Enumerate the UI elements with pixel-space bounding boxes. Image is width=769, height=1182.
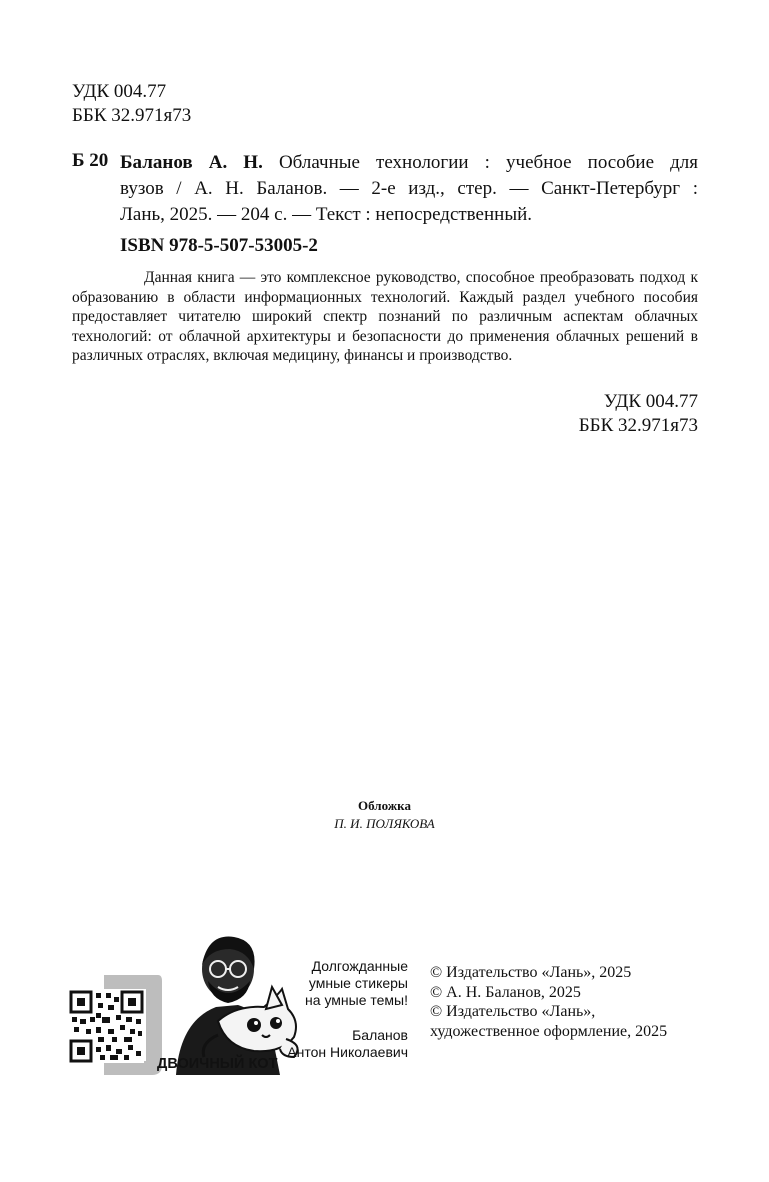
author-sign: Б 20 — [72, 150, 109, 171]
sticker-author — [278, 1027, 408, 1061]
sticker-author-surname: Баланов — [352, 1027, 408, 1043]
cover-label: Обложка — [358, 798, 411, 813]
classification-bbk: ББК 32.971я73 — [578, 415, 698, 436]
isbn: ISBN 978-5-507-53005-2 — [120, 235, 318, 256]
annotation: Данная книга — это комплексное руководство, способное преобразовать подход к образованию в области информационных технологий. Каждый раздел учебного пособия предоставляет читателю широкий спектр познаний по различным аспектам облачных технологий: от облачной архитектуры и безопасности до применения облачных решений в различных отраслях, включая медицину, финансы и производство. — [72, 269, 698, 365]
biblio-line-1 — [120, 150, 698, 176]
biblio-line-3: Лань, 2025. — 204 с. — Текст : непосредственный. — [120, 204, 532, 225]
sticker-author-given: Антон Николаевич — [287, 1044, 408, 1060]
brand-name: ДВОИЧНЫЙ КОТ — [157, 1056, 278, 1072]
copyright-line-4: художественное оформление, 2025 — [430, 1022, 668, 1040]
slogan-line-3: на умные темы! — [305, 992, 408, 1008]
cover-credit — [0, 797, 769, 833]
sticker-promo — [68, 925, 418, 1085]
book-title: Облачные технологии : учебное пособие для — [262, 152, 698, 173]
classification-udk: УДК 004.77 — [603, 391, 698, 412]
header-udk: УДК 004.77 — [72, 81, 167, 102]
copyright-line-3: © Издательство «Лань», — [430, 1003, 596, 1020]
cover-designer: П. И. ПОЛЯКОВА — [334, 816, 435, 831]
copyright-block — [430, 963, 667, 1041]
copyright-line-1: © Издательство «Лань», 2025 — [430, 964, 632, 981]
slogan-line-2: умные стикеры — [308, 975, 408, 991]
qr-code-icon — [70, 991, 144, 1063]
header-classification — [72, 80, 191, 128]
copyright-line-2: © А. Н. Баланов, 2025 — [430, 983, 581, 1001]
bibliographic-record — [120, 150, 698, 228]
sticker-slogan — [298, 958, 408, 1009]
header-bbk: ББК 32.971я73 — [72, 105, 192, 126]
classification-block — [579, 390, 698, 438]
slogan-line-1: Долгожданные — [311, 958, 408, 974]
author-name: Баланов А. Н. — [120, 152, 263, 173]
biblio-line-2: вузов / А. Н. Баланов. — 2-е изд., стер. — Санкт-Петербург : — [120, 178, 698, 199]
